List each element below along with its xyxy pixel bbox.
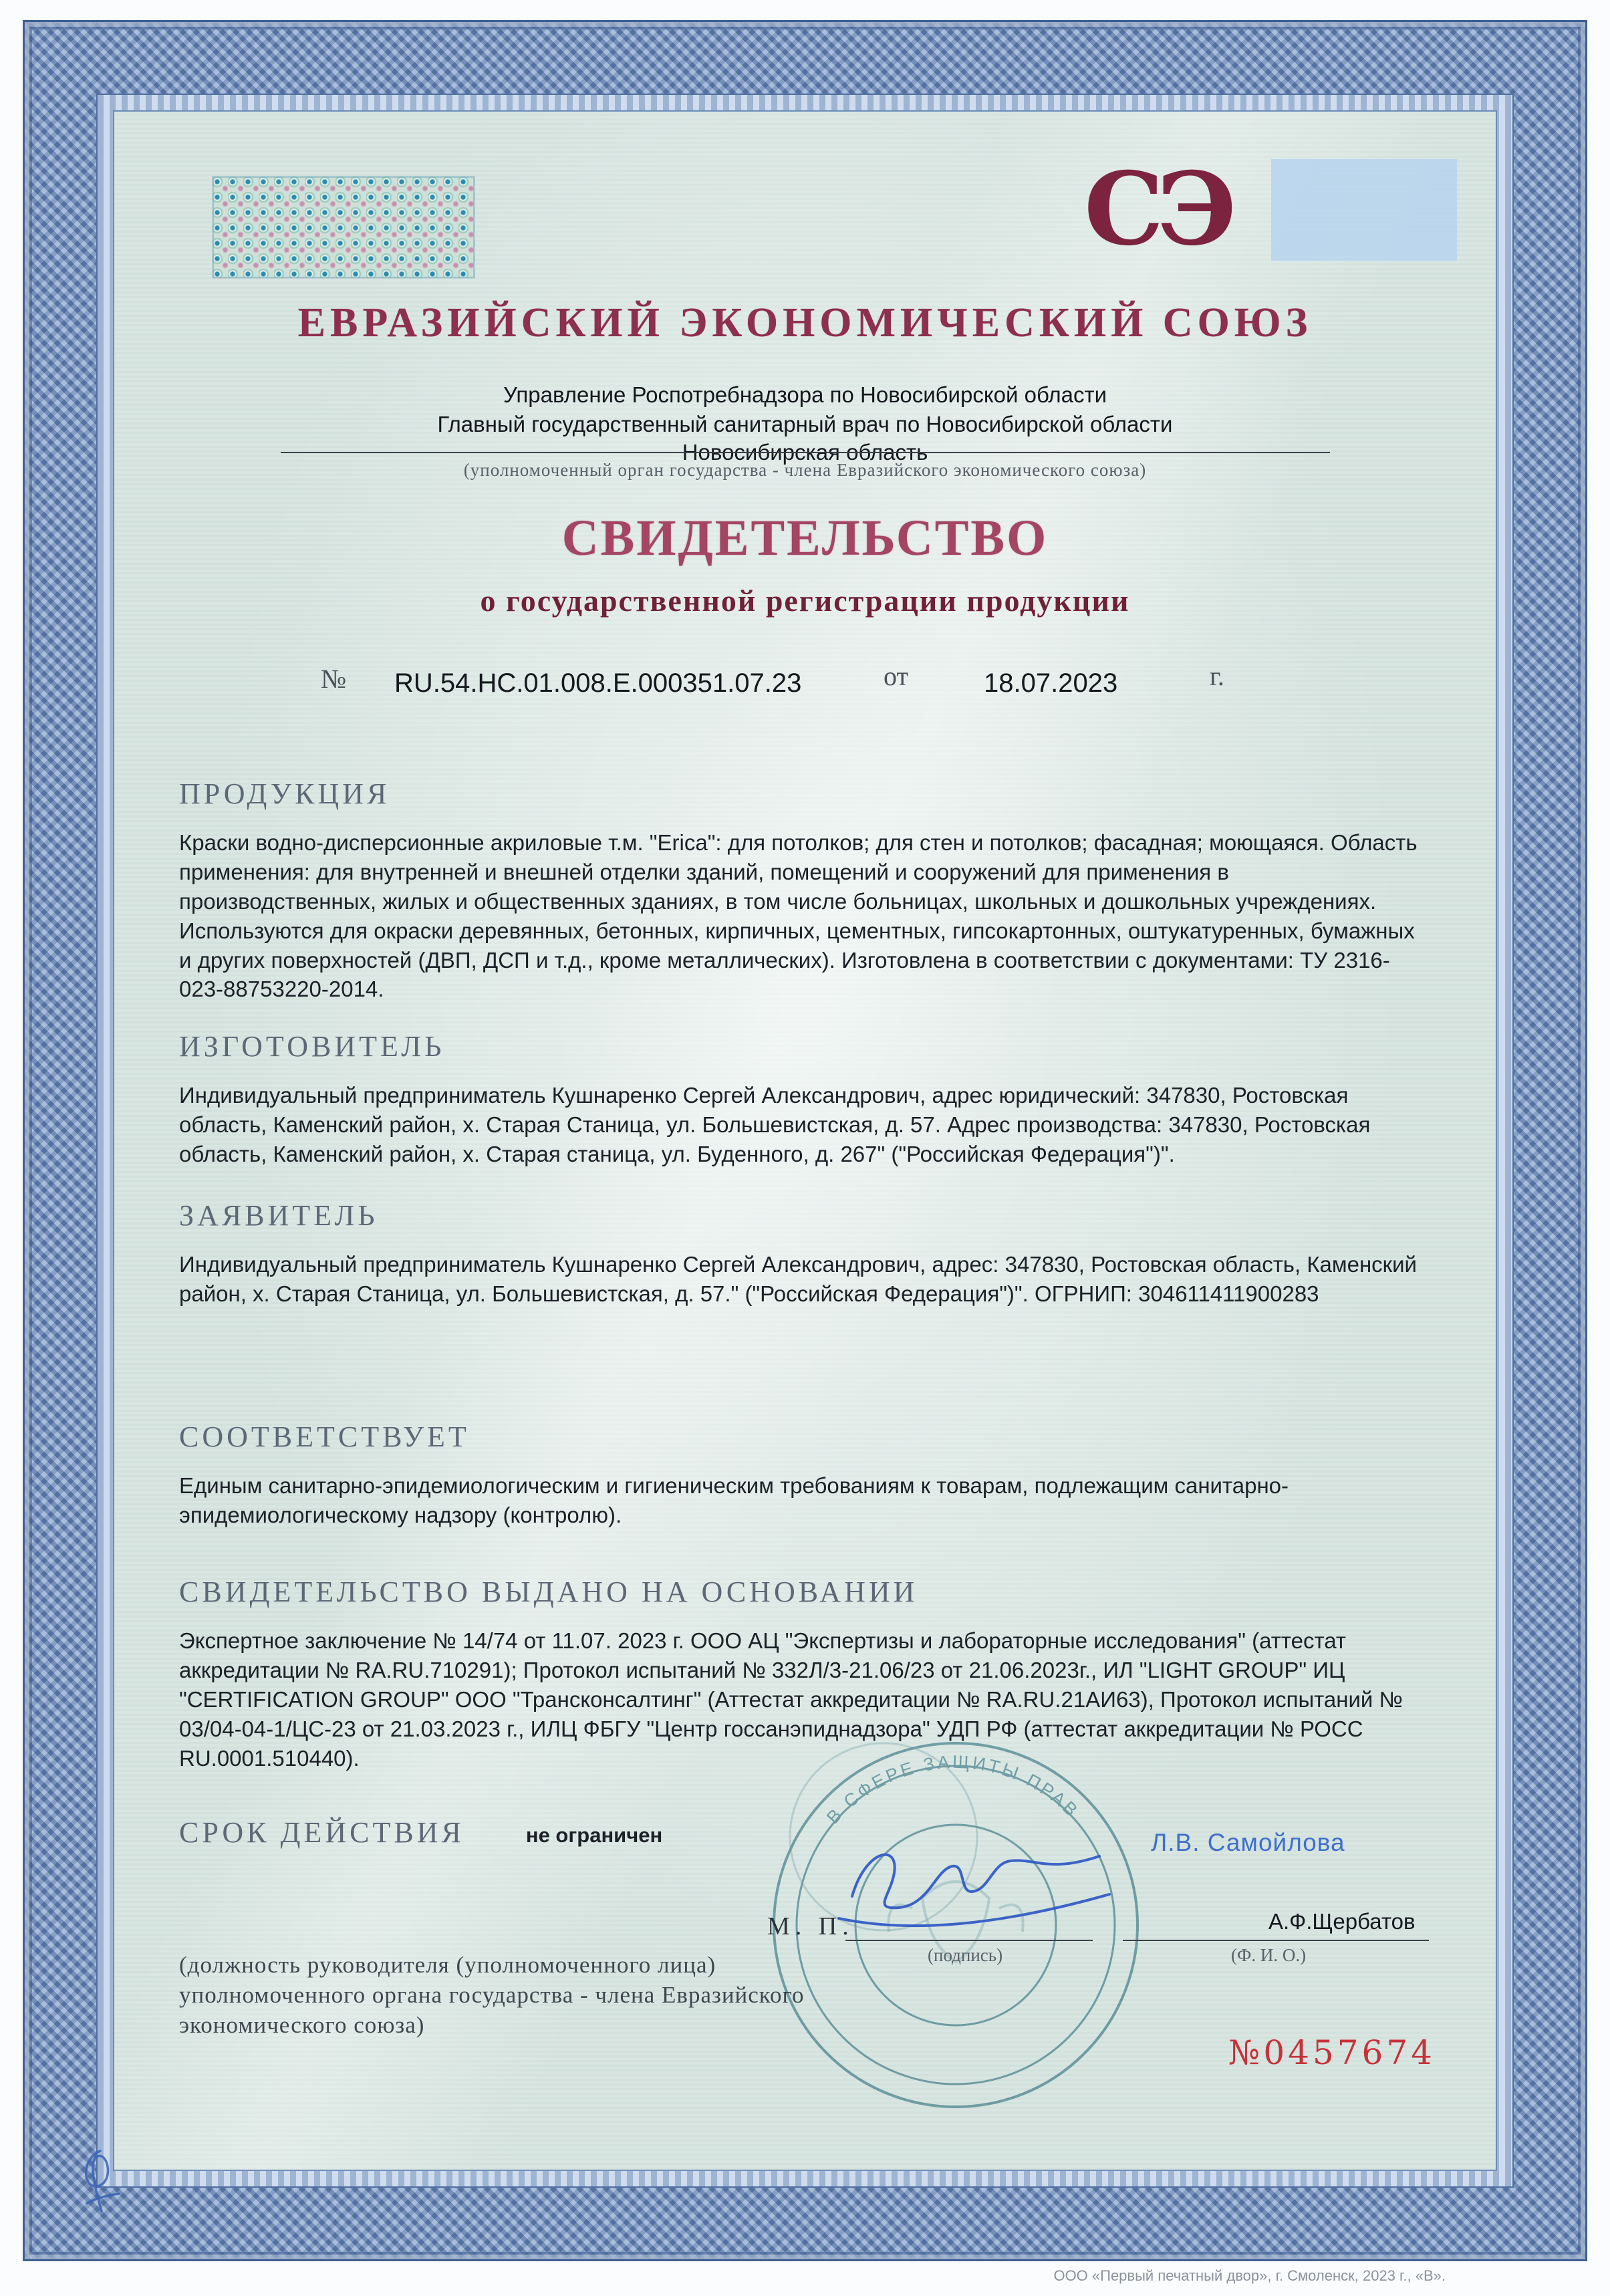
- section-products-body: Краски водно-дисперсионные акриловые т.м. "Erica": для потолков; для стен и потолков; фасадная; моющаяся. Область применения: для внутренней и внешней отделки зданий, помещений и сооружений для применения в производственных, жилых и общественных зданиях, в том числе больницах, школьных и дошкольных учреждениях. Используются для окраски деревянных, бетонных, кирпичных, цементных, гипсокартонных, оштукатуренных, бумажных и других поверхностей (ДВП, ДСП и т.д., кроме металлических). Изготовлена в соответствии с документами: ТУ 2316-023-88753220-2014.: [179, 830, 1418, 1002]
- section-applicant: [179, 1198, 1430, 1309]
- authority-caption: (уполномоченный орган государства - члена Евразийского экономического союза): [463, 460, 1147, 480]
- fio-caption: (Ф. И. О.): [1231, 1945, 1307, 1965]
- serial-number: №0457674: [1228, 2033, 1436, 2072]
- authority-underline: [281, 452, 1330, 453]
- section-validity-heading: СРОК ДЕЙСТВИЯ: [179, 1816, 464, 1849]
- reg-date-value: 18.07.2023: [984, 668, 1118, 698]
- document-subtitle: о государственной регистрации продукции: [480, 584, 1130, 618]
- authority-line-1: Управление Роспотребнадзора по Новосибирской области: [503, 382, 1107, 407]
- section-conforms: [179, 1420, 1430, 1530]
- eaeu-se-logo-icon: СЭ: [1084, 150, 1230, 268]
- signature-stroke-icon: [835, 1833, 1116, 1940]
- section-manufacturer-heading: ИЗГОТОВИТЕЛЬ: [179, 1030, 445, 1063]
- section-conforms-body: Единым санитарно-эпидемиологическим и гигиеническим требованиям к товарам, подлежащим санитарно-эпидемиологическому надзору (контролю).: [179, 1473, 1289, 1527]
- printer-note: ООО «Первый печатный двор», г. Смоленск, 2023 г., «В».: [1053, 2267, 1446, 2284]
- section-products-heading: ПРОДУКЦИЯ: [179, 777, 390, 810]
- reg-year-label: г.: [1210, 661, 1224, 691]
- section-basis-heading: СВИДЕТЕЛЬСТВО ВЫДАНО НА ОСНОВАНИИ: [179, 1575, 918, 1608]
- reg-from-label: от: [884, 661, 908, 691]
- section-validity-value: не ограничен: [525, 1823, 663, 1847]
- reg-number-label: №: [321, 664, 347, 694]
- approver-name-blue: Л.В. Самойлова: [1151, 1829, 1345, 1856]
- fio-name: А.Ф.Щербатов: [1268, 1909, 1416, 1934]
- section-applicant-body: Индивидуальный предприниматель Кушнаренко Сергей Александрович, адрес: 347830, Ростовская область, Каменский район, х. Старая Станица, ул. Большевистская, д. 57." ("Российская Федерация")". ОГРНИП: 304611411900283: [179, 1252, 1417, 1306]
- section-manufacturer-body: Индивидуальный предприниматель Кушнаренко Сергей Александрович, адрес юридический: 347830, Ростовская область, Каменский район, х. Старая Станица, ул. Большевистская, д. 57. Адрес производства: 347830, Ростовская область, Каменский район, х. Старая станица, ул. Буденного, д. 267" ("Российская Федерация")".: [179, 1083, 1371, 1166]
- document-title: СВИДЕТЕЛЬСТВО: [561, 510, 1049, 566]
- hologram-sticker-icon: [213, 176, 475, 278]
- reg-number-value: RU.54.НС.01.008.Е.000351.07.23: [394, 668, 802, 698]
- signature-line: [845, 1940, 1093, 1941]
- signature-caption: (подпись): [928, 1945, 1003, 1965]
- position-note: (должность руководителя (уполномоченного лица) уполномоченного органа государства - члена Евразийского экономического союза): [179, 1952, 805, 2038]
- section-conforms-heading: СООТВЕТСТВУЕТ: [179, 1420, 470, 1453]
- fio-line: [1123, 1940, 1429, 1941]
- section-manufacturer: [179, 1029, 1430, 1169]
- section-applicant-heading: ЗАЯВИТЕЛЬ: [179, 1199, 378, 1232]
- stamp-arc-text: В СФЕРЕ ЗАЩИТЫ ПРАВ: [823, 1751, 1083, 1828]
- union-title: ЕВРАЗИЙСКИЙ ЭКОНОМИЧЕСКИЙ СОЮЗ: [297, 300, 1313, 346]
- svg-text:В СФЕРЕ ЗАЩИТЫ ПРАВ: [823, 1752, 1083, 1827]
- section-basis-body: Экспертное заключение № 14/74 от 11.07. 2023 г. ООО АЦ "Экспертизы и лабораторные исследования" (аттестат аккредитации № RA.RU.710291); Протокол испытаний № 332Л/3-21.06/23 от 21.06.2023г., ИЛ "LIGHT GROUP" ИЦ "CERTIFICATION GROUP" ООО "Трансконсалтинг" (Аттестат аккредитации № RA.RU.21АИ63), Протокол испытаний № 03/04-04-1/ЦС-23 от 21.03.2023 г., ИЛЦ ФБГУ "Центр госсанэпиднадзора" УДП РФ (аттестат аккредитации № РОСС RU.0001.510440).: [179, 1628, 1403, 1771]
- section-products: [179, 777, 1430, 1004]
- authority-line-2: Главный государственный санитарный врач по Новосибирской области: [437, 412, 1173, 436]
- corner-patch: [1271, 159, 1457, 261]
- mp-seal-label: М. П.: [767, 1912, 854, 1940]
- pen-mark-icon: [75, 2139, 135, 2233]
- authority-line-3: Новосибирская область: [682, 440, 928, 465]
